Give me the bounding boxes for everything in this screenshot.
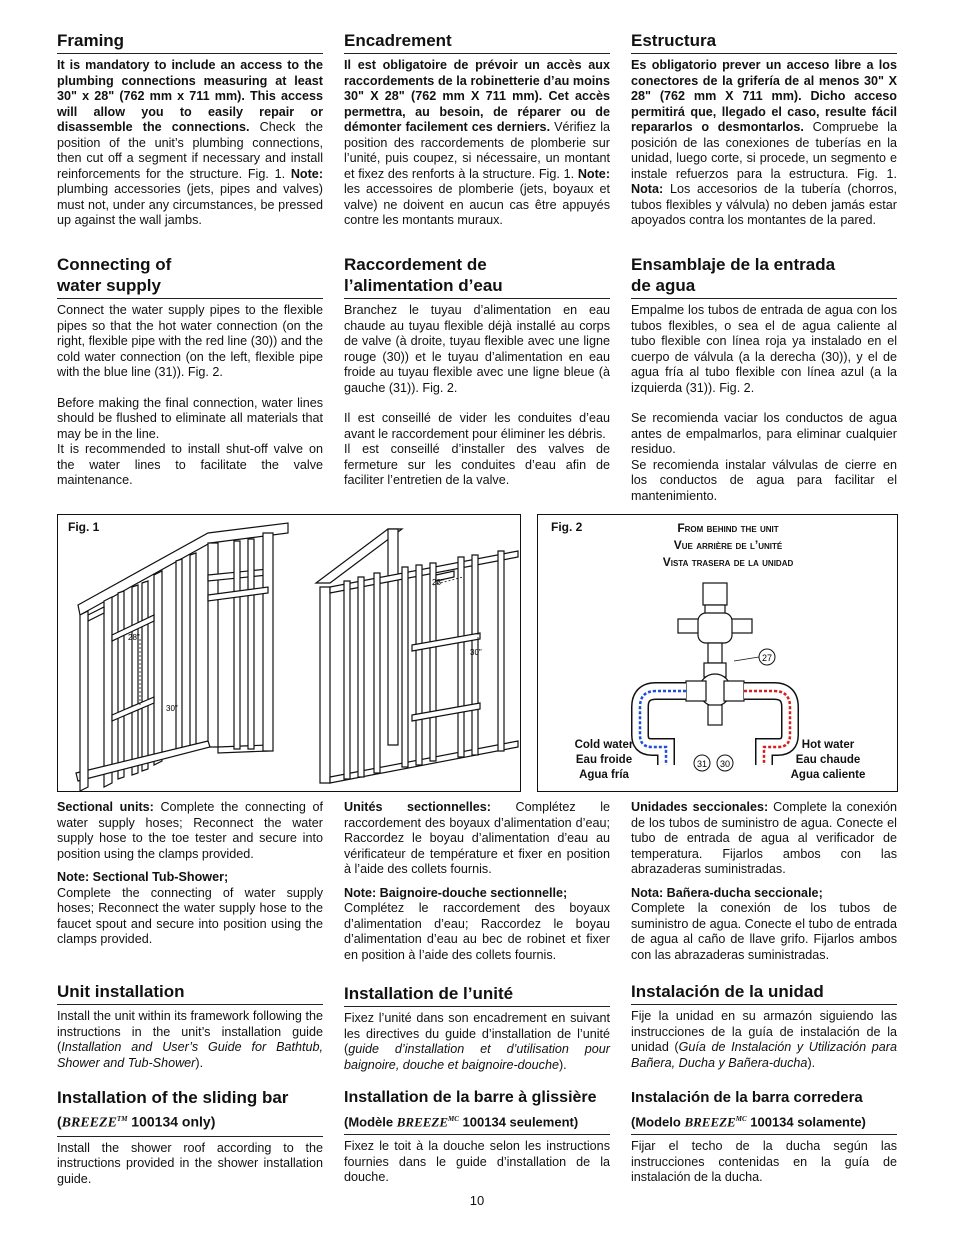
cold-water-label [562, 738, 646, 783]
dim-28-right: 28" [432, 578, 444, 587]
framing-note: plumbing accessories (jets, pipes and valves) must not, under any circumstances, be pressed up against the wall jambs. [57, 182, 323, 227]
unit-install-section-en [57, 981, 323, 1071]
sliding-title [57, 1087, 323, 1137]
connecting-p3: It is recommended to install shut-off valve on the water lines to facilitate the valve maintenance. [57, 442, 323, 487]
sliding-title [631, 1087, 897, 1135]
fig1-label: Fig. 1 [68, 520, 100, 534]
connecting-p2: Before making the final connection, water lines should be flushed to eliminate all materials that may be in the line. [57, 395, 323, 441]
sub-open: ( [57, 1113, 62, 1130]
sub-open: (Modèle [344, 1114, 397, 1130]
sectional-text [631, 800, 897, 878]
framing-section-es [631, 30, 897, 229]
brand-name: BREEZE [684, 1114, 736, 1130]
unit-install-title: Instalación de la unidad [631, 981, 897, 1005]
guide-title: guide d’installation et d’utilisation pour baignoire, douche et baignoire-douche [344, 1042, 610, 1072]
sectional-note-title: Note: Baignoire-douche sectionnelle; [344, 885, 568, 900]
hot-en: Hot water [801, 739, 855, 751]
sectional-section-fr [344, 800, 610, 963]
caption-es: Vista trasera de la unidad [662, 555, 794, 569]
sectional-body: Complete la conexión de los tubos de suministro de agua. Conecte el tubo de entrada de agua al verificador de temperatura. Fijarlos ambos con las abrazaderas suministradas. [631, 800, 897, 876]
callout-31: 31 [696, 759, 708, 769]
sliding-title [344, 1087, 610, 1135]
connecting-p3: Se recomienda instalar válvulas de cierre en los conductos de agua para facilitar el mantenimiento. [631, 457, 897, 503]
connecting-p1: Empalme los tubos de entrada de agua con los tubos flexibles, o sea el de agua caliente al tubo flexible con línea roja ya instalado en el cuerpo de válvula (a la derecha (30)), y el de agua fría al tubo flexible con línea azul (a la izquierda (31)). Fig. 2. [631, 303, 897, 395]
dim-30-right: 30" [470, 648, 482, 657]
fig2-label: Fig. 2 [551, 520, 583, 534]
unit-install-section-es [631, 981, 897, 1071]
title-line-2: l’alimentation d’eau [344, 276, 503, 295]
connecting-section-fr [344, 254, 610, 489]
dim-28-left: 28" [128, 633, 140, 642]
callout-30: 30 [719, 759, 731, 769]
sliding-text: Install the shower roof according to the instructions provided in the shower installation guide. [57, 1140, 323, 1186]
framing-title: Framing [57, 30, 323, 54]
sliding-subtitle [631, 1109, 897, 1132]
guide-title: Guía de Instalación y Utilización para Bañera, Ducha y Bañera-ducha [631, 1040, 897, 1070]
brand-name: BREEZE [396, 1114, 449, 1130]
unit-install-body: Fije la unidad en su armazón siguiendo las instrucciones de la guía de instalación de la unidad ( [631, 1009, 897, 1054]
figure-1 [57, 514, 521, 792]
dim-30-left: 30" [166, 704, 178, 713]
unit-install-body: Install the unit within its framework following the instructions in the unit’s installation guide ( [57, 1009, 323, 1054]
title-line-1: Ensamblaje de la entrada [631, 255, 836, 274]
guide-title: Installation and User’s Guide for Bathtub, Shower and Tub-Shower [57, 1040, 323, 1070]
unit-install-end: ). [558, 1057, 567, 1072]
trademark: MC [735, 1115, 747, 1123]
sliding-text: Fixez le toit à la douche selon les instructions fournies dans le guide d’installation de la douche. [344, 1139, 610, 1185]
sectional-note-title: Nota: Bañera-ducha seccionale; [631, 885, 823, 900]
connecting-section-en [57, 254, 323, 489]
sectional-note-title: Note: Sectional Tub-Shower; [57, 870, 229, 884]
sectional-label: Unidades seccionales: [631, 800, 769, 814]
framing-title: Encadrement [344, 30, 610, 54]
connecting-p1: Connect the water supply pipes to the flexible pipes so that the hot water connection (on the right, flexible pipe with the red line (30)) and the cold water connection (on the left, flexible pipe with the blue line (31)). Fig. 2. [57, 303, 323, 379]
sectional-note-body: Complete la conexión de los tubos de suministro de agua. Conecte el tubo de entrada de agua al caño de llave grifo. Fijarlos ambos con las abrazaderas suministradas. [631, 901, 897, 962]
connecting-section-es [631, 254, 897, 504]
sliding-text: Fijar el techo de la ducha según las instrucciones contenidas en la guía de instalación de la ducha. [631, 1139, 897, 1185]
sectional-note [631, 886, 897, 964]
unit-install-text [344, 1011, 610, 1073]
trademark: TM [116, 1115, 128, 1123]
framing-bold: It is mandatory to include an access to the plumbing connections measuring at least 30" x 28" (762 mm x 711 mm). This access will allow you to easily repair or disassemble the connections. [57, 58, 323, 134]
connecting-title [631, 254, 897, 299]
unit-install-body: Fixez l’unité dans son encadrement en suivant les directives du guide d’installation de l’unité ( [344, 1011, 610, 1056]
sub-model: 100134 solamente) [746, 1114, 866, 1130]
hot-fr: Eau chaude [795, 754, 861, 766]
cold-fr: Eau froide [575, 754, 633, 766]
title-line-1: Connecting of [57, 255, 172, 274]
framing-bold: Il est obligatoire de prévoir un accès aux raccordements de la robinetterie d’au moins 30" X 28" (762 mm X 711 mm). Cet accès permettra, au besoin, de réparer ou de démonter facilement ces derniers. [344, 58, 610, 134]
title-line-2: de agua [631, 276, 696, 295]
sectional-note [344, 886, 610, 964]
connecting-p1: Branchez le tuyau d’alimentation en eau chaude au tuyau flexible déjà installé au corps de valve (à droite, tuyau flexible avec une ligne rouge (30)) et le tuyau d’alimentation en eau froide au tuyau flexible avec une ligne bleue (à gauche (31)). Fig. 2. [344, 303, 610, 395]
framing-section-fr [344, 30, 610, 229]
sliding-title-text: Instalación de la barra corredera [631, 1089, 863, 1106]
sliding-section-en [57, 1087, 323, 1187]
callout-27: 27 [761, 653, 773, 663]
sectional-section-es [631, 800, 897, 963]
connecting-title [57, 254, 323, 299]
sliding-subtitle [57, 1109, 323, 1134]
unit-install-section-fr [344, 983, 610, 1073]
sectional-note-body: Complete the connecting of water supply hoses; Reconnect the water supply hose to the faucet spout and secure into position using the clamps provided. [57, 885, 323, 946]
framing-text [631, 58, 897, 229]
caption-fr: Vue arrière de l’unité [673, 538, 783, 552]
unit-install-text [631, 1009, 897, 1071]
framing-note: les accessoires de plomberie (jets, boyaux et valve) ne doivent en aucun cas être appuyés contre les montants muraux. [344, 182, 610, 227]
title-line-1: Raccordement de [344, 255, 487, 274]
framing-body: Vérifiez la position des raccordements de plomberie sur l’unité, puis coupez, si nécessaire, un montant et fixez des renforts à la structure. Fig. 1. [344, 120, 610, 181]
framing-body: Compruebe la posición de las conexiones de tuberías en la unidad, luego corte, si procede, un segmento e instale refuerzos para la estructura. Fig. 1. [631, 120, 898, 181]
note-label: Note: [577, 166, 611, 181]
sectional-note [57, 870, 323, 948]
cold-es: Agua fría [579, 769, 629, 781]
connecting-p3: Il est conseillé d’installer des valves de fermeture sur les conduites d’eau afin de faciliter l’entretien de la valve. [344, 442, 610, 487]
sliding-title-text: Installation de la barre à glissière [344, 1089, 597, 1106]
framing-title: Estructura [631, 30, 897, 54]
cold-en: Cold water [574, 739, 634, 751]
sectional-note-body: Complétez le raccordement des boyaux d’alimentation d’eau; Raccordez le boyau d’alimentation d’eau au bec de robinet et fixer en position à l’aide des collets fournis. [344, 901, 610, 962]
hot-water-label [778, 738, 878, 783]
hot-es: Agua caliente [790, 769, 866, 781]
sliding-section-fr [344, 1087, 610, 1186]
sectional-body: Complétez le raccordement des boyaux d’alimentation d’eau; Raccordez le boyau d’alimentation d’eau au vérificateur de température et fixer en position à l’aide des collets fournis. [344, 800, 611, 876]
unit-install-text [57, 1009, 323, 1071]
caption-en: From behind the unit [677, 521, 779, 535]
connecting-title [344, 254, 610, 299]
sub-model: 100134 only) [127, 1113, 216, 1130]
framing-text [57, 58, 323, 229]
connecting-p2: Il est conseillé de vider les conduites d’eau avant le raccordement pour éliminer les débris. [344, 411, 610, 441]
framing-illustration [58, 515, 520, 791]
sectional-label: Sectional units: [57, 800, 154, 814]
framing-note: Los accesorios de la tubería (chorros, tubos flexibles y válvula) no deben jamás estar apoyados contra los montantes de la pared. [631, 182, 898, 227]
sliding-section-es [631, 1087, 897, 1186]
unit-install-end: ). [195, 1055, 204, 1070]
page-number: 10 [469, 1193, 485, 1208]
unit-install-title: Installation de l’unité [344, 983, 610, 1007]
note-label: Note: [290, 166, 324, 181]
sectional-label: Unités sectionnelles: [344, 800, 491, 814]
sliding-title-text: Installation of the sliding bar [57, 1088, 289, 1107]
figure-2 [537, 514, 898, 792]
sliding-subtitle [344, 1109, 610, 1132]
framing-body: Check the position of the unit’s plumbing connections, then cut off a segment if necessary and install reinforcements for the structure. Fig. 1. [57, 120, 323, 181]
sectional-section-en [57, 800, 323, 948]
unit-install-title: Unit installation [57, 981, 323, 1005]
sub-model: 100134 seulement) [458, 1114, 579, 1130]
sectional-body: Complete the connecting of water supply hoses; Reconnect the water supply hose to the toe tester and secure into position using the clamps provided. [57, 800, 324, 861]
title-line-2: water supply [57, 276, 161, 295]
sub-open: (Modelo [631, 1114, 685, 1130]
note-label: Nota: [631, 182, 664, 196]
connecting-p2: Se recomienda vaciar los conductos de agua antes de empalmarlos, para eliminar cualquier residuo. [631, 411, 897, 456]
framing-text [344, 58, 610, 229]
sectional-text [57, 800, 323, 862]
unit-install-end: ). [807, 1055, 816, 1070]
framing-bold: Es obligatorio prever un acceso libre a los conectores de la grifería de al menos 30" X 28" (762 mm X 711 mm). Dicho acceso permitirá que, llegado el caso, resulte fácil repararlos o desmontarlos. [631, 58, 897, 134]
sectional-text [344, 800, 610, 878]
trademark: MC [448, 1115, 459, 1123]
framing-section-en [57, 30, 323, 229]
brand-name: BREEZE [61, 1115, 117, 1131]
